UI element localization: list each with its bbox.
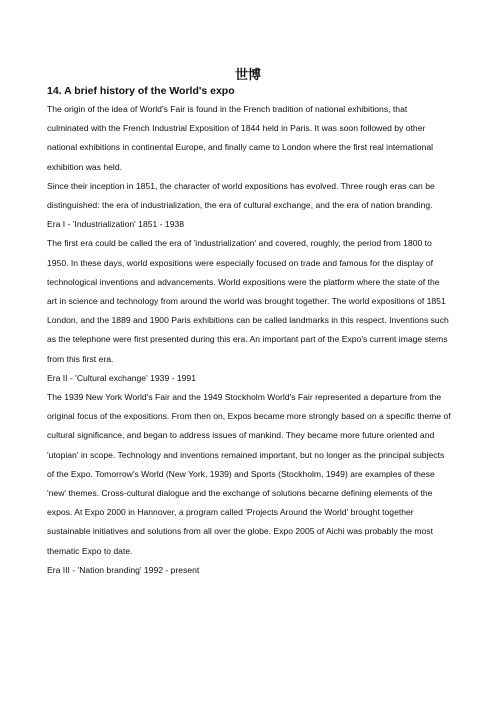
era-1-heading: Era I - 'Industrialization' 1851 - 1938	[47, 219, 185, 230]
document-body	[47, 84, 451, 580]
paragraph-eras-overview: Since their inception in 1851, the character of world expositions has evolved. Three rough eras can be distinguished: the era of industrialization, the era of cultural exchange, and the era of nation branding.	[47, 180, 435, 211]
paragraph-origin: The origin of the idea of World's Fair is found in the French tradition of national exhibitions, that culminated with the French Industrial Exposition of 1844 held in Paris. It was soon followed by other national exhibitions in continental Europe, and finally came to London where the first real international exhibition was held.	[47, 104, 434, 172]
era-3-heading: Era III - 'Nation branding' 1992 - present	[47, 564, 200, 575]
paragraph-era-1: The first era could be called the era of 'industrialization' and covered, roughly, the period from 1800 to 1950. In these days, world expositions were especially focused on trade and famous for the display of technological inventions and advancements. World expositions were the platform where the state of the art in science and technology from around the world was brought together. The world expositions of 1851 London, and the 1889 and 1900 Paris exhibitions can be called landmarks in this respect. Inventions such as the telephone were first presented during this era. An important part of the Expo's current image stems from this first era.	[47, 238, 449, 364]
section-heading: 14. A brief history of the World's expo	[47, 85, 235, 97]
page-title: 世博	[234, 68, 261, 83]
era-2-heading: Era II - 'Cultural exchange' 1939 - 1991	[47, 372, 196, 383]
paragraph-era-2: The 1939 New York World's Fair and the 1949 Stockholm World's Fair represented a departure from the original focus of the expositions. From then on, Expos became more strongly based on a specific theme of cultural significance, and began to address issues of mankind. They became more future oriented and 'utopian' in scope. Technology and inventions remained important, but no longer as the principal subjects of the Expo. Tomorrow's World (New York, 1939) and Sports (Stockholm, 1949) are examples of these 'new' themes. Cross-cultural dialogue and the exchange of solutions became defining elements of the expos. At Expo 2000 in Hannover, a program called 'Projects Around the World' brought together sustainable initiatives and solutions from all over the globe. Expo 2005 of Aichi was probably the most thematic Expo to date.	[47, 392, 451, 556]
